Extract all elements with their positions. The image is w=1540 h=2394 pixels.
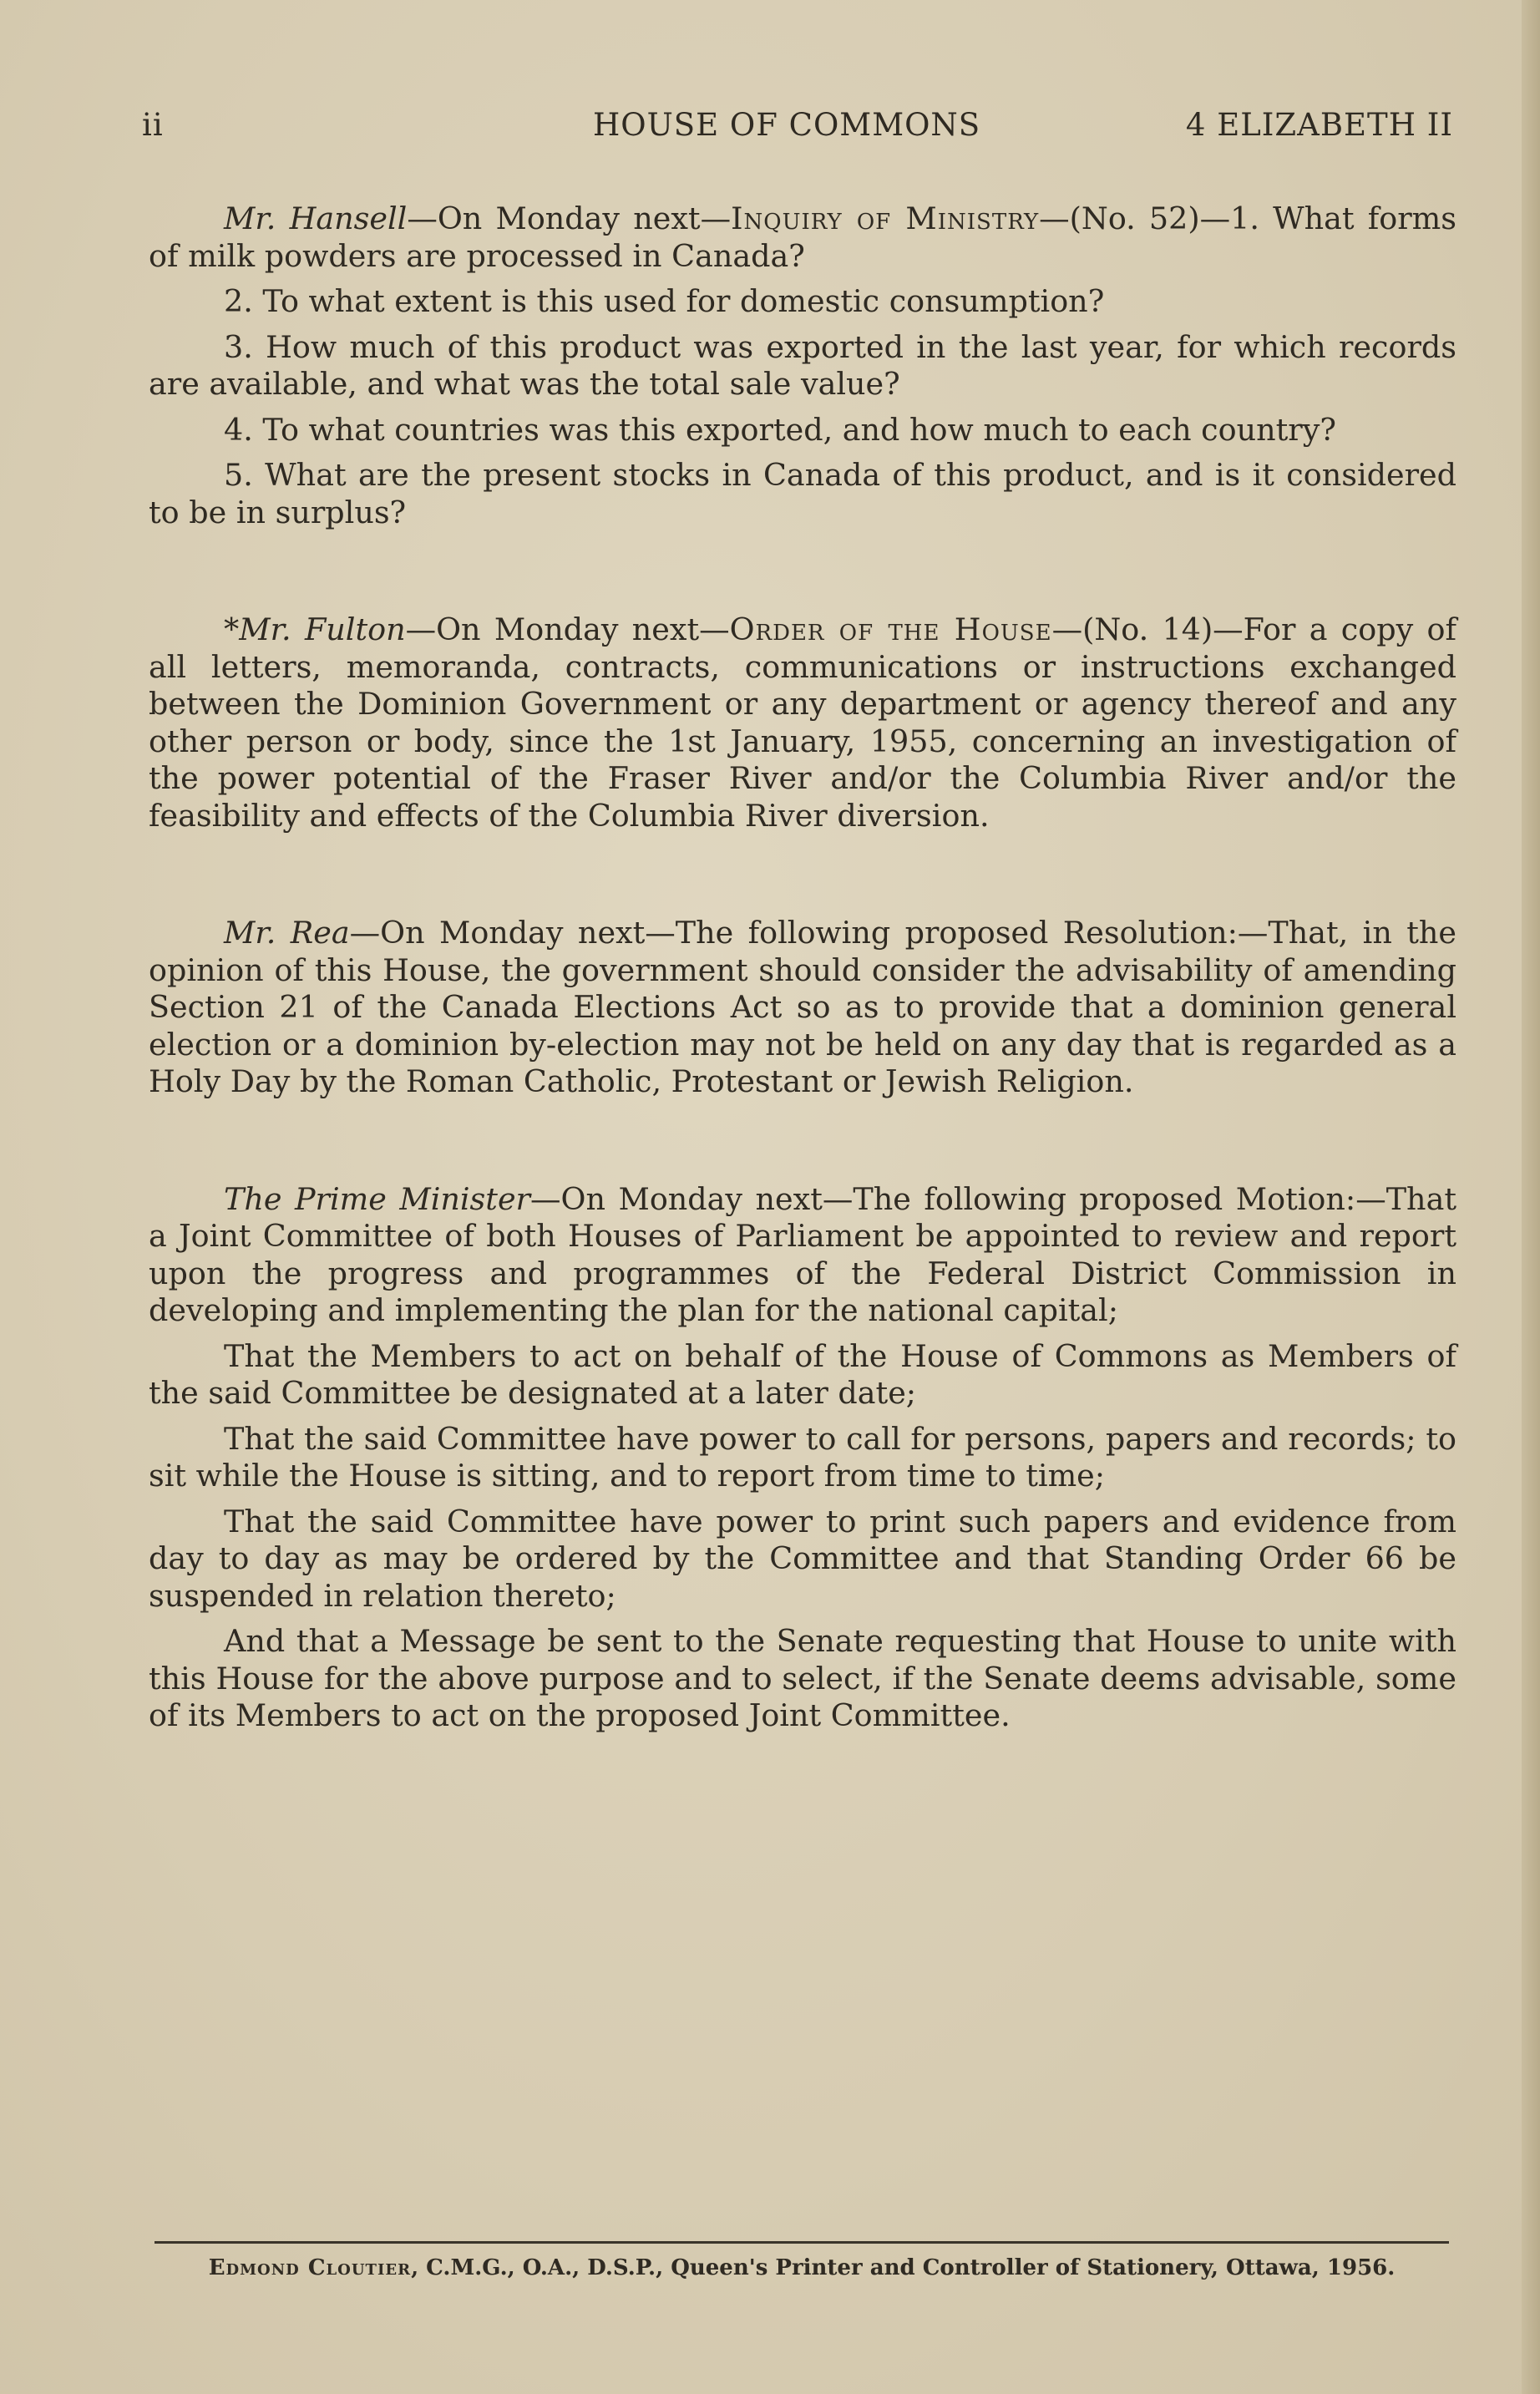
member-name: Mr. Hansell bbox=[224, 200, 408, 236]
header-title: HOUSE OF COMMONS bbox=[593, 107, 981, 143]
printer-imprint: Edmond Cloutier, C.M.G., O.A., D.S.P., Queen's Printer and Controller of Stationery, Ottawa, 1956. bbox=[208, 2255, 1396, 2280]
notice-body bbox=[149, 200, 1456, 1743]
notice-paragraph: Mr. Rea—On Monday next—The following proposed Resolution:—That, in the opinion of this House, the government should consider the advisability of amending Section 21 of the Canada Elections Act so as to provide that a dominion general election or a dominion by-election may not be held on any day that is regarded as a Holy Day by the Roman Catholic, Protestant or Jewish Religion. bbox=[149, 915, 1456, 1099]
member-name: Mr. Rea bbox=[224, 915, 350, 951]
running-header bbox=[142, 107, 1453, 149]
member-name: *Mr. Fulton bbox=[224, 611, 406, 647]
notice-paragraph: *Mr. Fulton—On Monday next—Order of the House—(No. 14)—For a copy of all letters, memoranda, contracts, communications or instructions exchanged between the Dominion Government or any department or agency thereof and any other person or body, since the 1st January, 1955, concerning an investigation of the power potential of the Fraser River and/or the Columbia River and/or the feasibility and effects of the Columbia River diversion. bbox=[149, 611, 1456, 834]
question-item: 3. How much of this product was exported in the last year, for which records are available, and what was the total sale value? bbox=[149, 328, 1456, 402]
motion-clause: That the said Committee have power to print such papers and evidence from day to day as may be ordered by the Committee and that Standing Order 66 be suspended in relation thereto; bbox=[149, 1503, 1456, 1614]
notice-entry-fulton bbox=[149, 611, 1456, 834]
member-name: The Prime Minister bbox=[224, 1180, 531, 1217]
notice-paragraph: Mr. Hansell—On Monday next—Inquiry of Ministry—(No. 52)—1. What forms of milk powders are processed in Canada? bbox=[149, 200, 1456, 274]
question-item: 4. To what countries was this exported, and how much to each country? bbox=[224, 411, 1336, 448]
notice-entry-hansell bbox=[149, 200, 1456, 531]
page-edge bbox=[1522, 0, 1540, 2394]
footer-rule bbox=[155, 2241, 1449, 2244]
notice-entry-rea bbox=[149, 915, 1456, 1101]
notice-entry-prime-minister bbox=[149, 1181, 1456, 1735]
notice-type: Inquiry of Ministry bbox=[731, 200, 1040, 236]
printer-name: Edmond Cloutier bbox=[208, 2255, 412, 2280]
question-item: 5. What are the present stocks in Canada of this product, and is it considered to be in surplus? bbox=[149, 457, 1456, 530]
notice-paragraph: The Prime Minister—On Monday next—The following proposed Motion:—That a Joint Committee of both Houses of Parliament be appointed to review and report upon the progress and programmes of the Federal District Commission in developing and implementing the plan for the national capital; bbox=[149, 1180, 1456, 1328]
motion-clause: That the said Committee have power to call for persons, papers and records; to sit while the House is sitting, and to report from time to time; bbox=[149, 1420, 1456, 1494]
motion-clause: That the Members to act on behalf of the House of Commons as Members of the said Committee be designated at a later date; bbox=[149, 1337, 1456, 1411]
notice-type: Order of the House bbox=[729, 611, 1052, 647]
page-number: ii bbox=[142, 107, 164, 143]
motion-clause: And that a Message be sent to the Senate requesting that House to unite with this House for the above purpose and to select, if the Senate deems advisable, some of its Members to act on the proposed Joint Committee. bbox=[149, 1623, 1456, 1733]
header-session: 4 ELIZABETH II bbox=[1185, 107, 1453, 143]
question-item: 2. To what extent is this used for domestic consumption? bbox=[224, 283, 1105, 319]
